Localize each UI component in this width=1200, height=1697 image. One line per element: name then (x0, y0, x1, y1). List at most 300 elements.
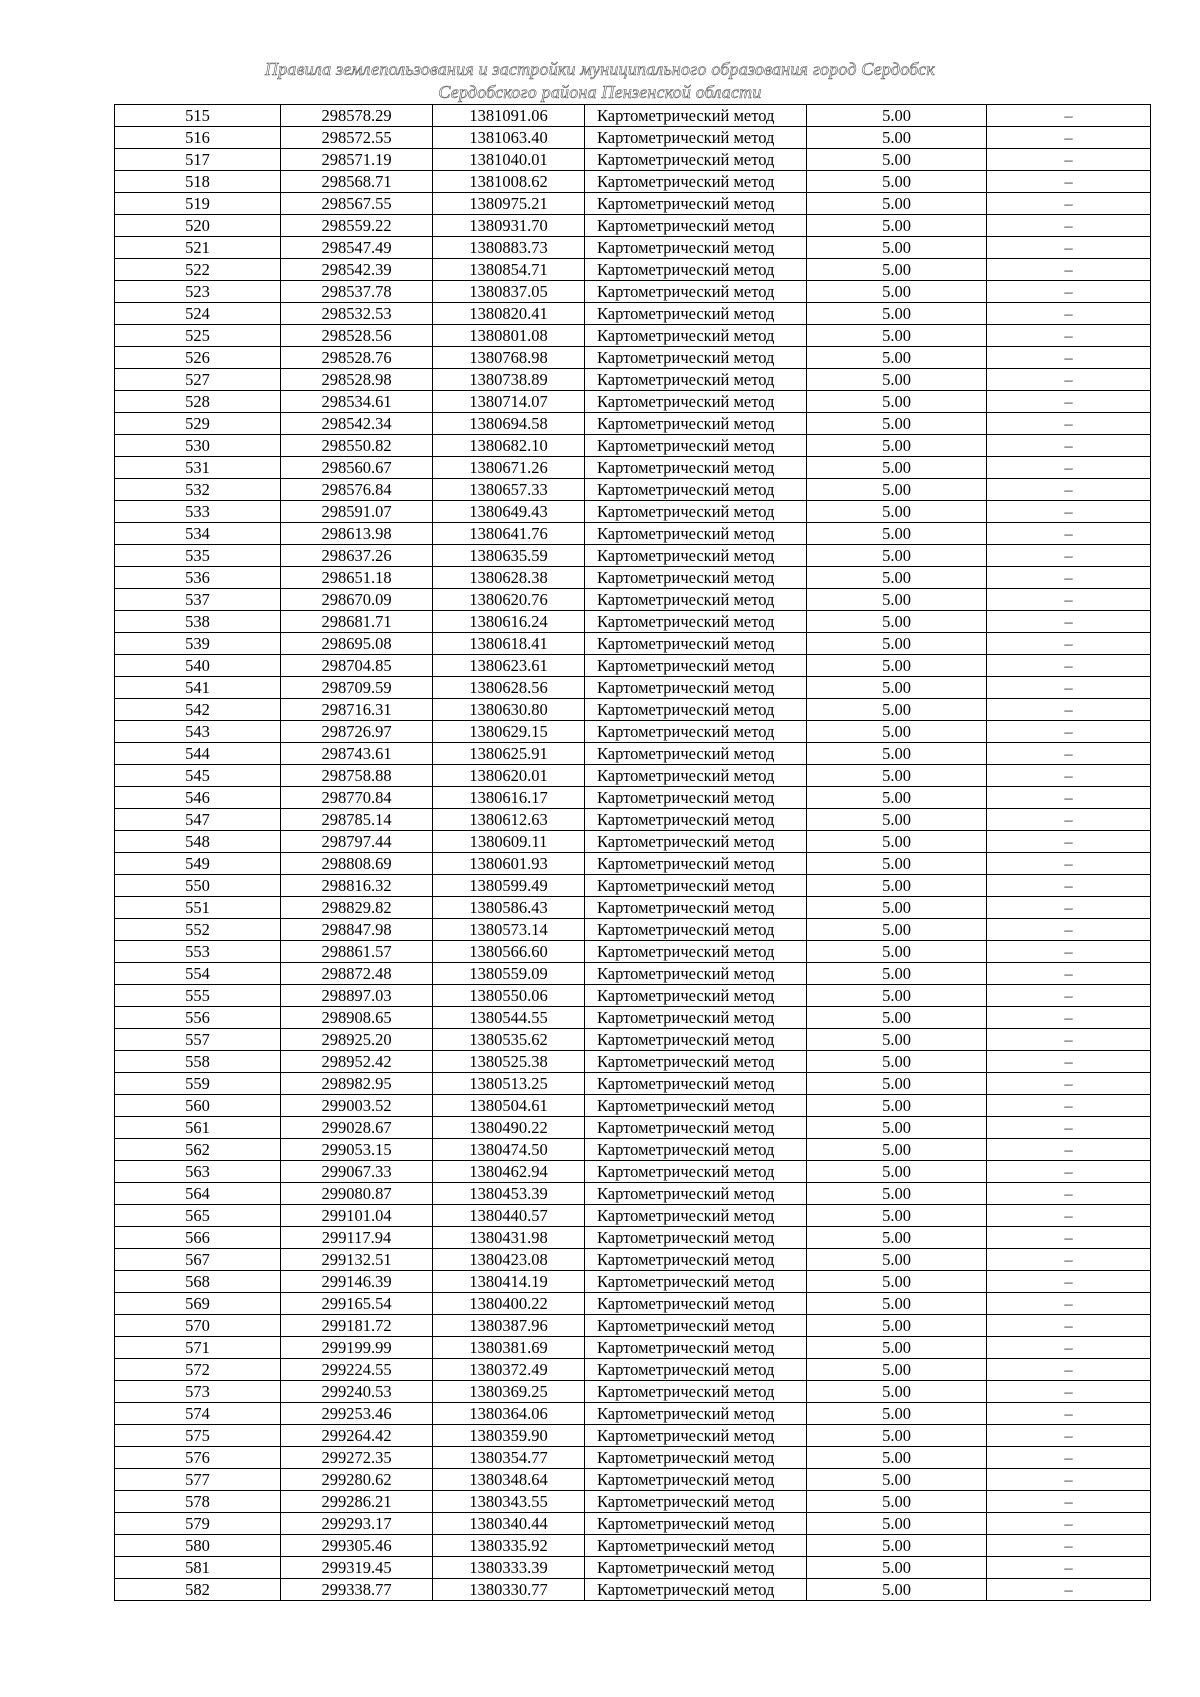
method-cell: Картометрический метод (585, 1249, 807, 1271)
point-number-cell: 540 (115, 655, 281, 677)
y-coordinate-cell: 1380544.55 (433, 1007, 585, 1029)
method-cell: Картометрический метод (585, 875, 807, 897)
y-coordinate-cell: 1380641.76 (433, 523, 585, 545)
note-cell: – (987, 1293, 1151, 1315)
table-row (115, 1051, 1151, 1073)
y-coordinate-cell: 1380628.56 (433, 677, 585, 699)
note-cell: – (987, 1073, 1151, 1095)
accuracy-cell: 5.00 (807, 1293, 987, 1315)
table-row (115, 1029, 1151, 1051)
table-row (115, 809, 1151, 831)
y-coordinate-cell: 1380931.70 (433, 215, 585, 237)
x-coordinate-cell: 299053.15 (281, 1139, 433, 1161)
table-row (115, 501, 1151, 523)
x-coordinate-cell: 298568.71 (281, 171, 433, 193)
point-number-cell: 530 (115, 435, 281, 457)
point-number-cell: 522 (115, 259, 281, 281)
note-cell: – (987, 413, 1151, 435)
note-cell: – (987, 325, 1151, 347)
method-cell: Картометрический метод (585, 655, 807, 677)
header-line-1: Правила землепользования и застройки муниципального образования город Сердобск (265, 59, 935, 79)
note-cell: – (987, 545, 1151, 567)
note-cell: – (987, 193, 1151, 215)
table-row (115, 1469, 1151, 1491)
point-number-cell: 552 (115, 919, 281, 941)
method-cell: Картометрический метод (585, 721, 807, 743)
point-number-cell: 518 (115, 171, 281, 193)
x-coordinate-cell: 298528.76 (281, 347, 433, 369)
note-cell: – (987, 1469, 1151, 1491)
point-number-cell: 574 (115, 1403, 281, 1425)
table-row (115, 721, 1151, 743)
note-cell: – (987, 215, 1151, 237)
y-coordinate-cell: 1380649.43 (433, 501, 585, 523)
point-number-cell: 515 (115, 105, 281, 127)
table-row (115, 413, 1151, 435)
method-cell: Картометрический метод (585, 699, 807, 721)
point-number-cell: 517 (115, 149, 281, 171)
coordinates-table-body (115, 105, 1151, 1601)
x-coordinate-cell: 298591.07 (281, 501, 433, 523)
table-row (115, 765, 1151, 787)
method-cell: Картометрический метод (585, 743, 807, 765)
y-coordinate-cell: 1380975.21 (433, 193, 585, 215)
accuracy-cell: 5.00 (807, 369, 987, 391)
note-cell: – (987, 963, 1151, 985)
table-row (115, 435, 1151, 457)
note-cell: – (987, 1557, 1151, 1579)
table-row (115, 1557, 1151, 1579)
method-cell: Картометрический метод (585, 149, 807, 171)
note-cell: – (987, 743, 1151, 765)
x-coordinate-cell: 299305.46 (281, 1535, 433, 1557)
note-cell: – (987, 1183, 1151, 1205)
y-coordinate-cell: 1380618.41 (433, 633, 585, 655)
table-row (115, 149, 1151, 171)
accuracy-cell: 5.00 (807, 765, 987, 787)
accuracy-cell: 5.00 (807, 259, 987, 281)
accuracy-cell: 5.00 (807, 435, 987, 457)
accuracy-cell: 5.00 (807, 127, 987, 149)
y-coordinate-cell: 1380635.59 (433, 545, 585, 567)
y-coordinate-cell: 1381063.40 (433, 127, 585, 149)
table-row (115, 1095, 1151, 1117)
method-cell: Картометрический метод (585, 523, 807, 545)
y-coordinate-cell: 1380348.64 (433, 1469, 585, 1491)
y-coordinate-cell: 1380671.26 (433, 457, 585, 479)
x-coordinate-cell: 298534.61 (281, 391, 433, 413)
note-cell: – (987, 1579, 1151, 1601)
y-coordinate-cell: 1380453.39 (433, 1183, 585, 1205)
y-coordinate-cell: 1380620.01 (433, 765, 585, 787)
accuracy-cell: 5.00 (807, 1381, 987, 1403)
y-coordinate-cell: 1380768.98 (433, 347, 585, 369)
table-row (115, 1535, 1151, 1557)
y-coordinate-cell: 1380414.19 (433, 1271, 585, 1293)
note-cell: – (987, 1117, 1151, 1139)
point-number-cell: 533 (115, 501, 281, 523)
y-coordinate-cell: 1380364.06 (433, 1403, 585, 1425)
x-coordinate-cell: 299181.72 (281, 1315, 433, 1337)
accuracy-cell: 5.00 (807, 1161, 987, 1183)
method-cell: Картометрический метод (585, 765, 807, 787)
table-row (115, 1403, 1151, 1425)
accuracy-cell: 5.00 (807, 413, 987, 435)
y-coordinate-cell: 1380359.90 (433, 1425, 585, 1447)
note-cell: – (987, 1315, 1151, 1337)
x-coordinate-cell: 298816.32 (281, 875, 433, 897)
y-coordinate-cell: 1380372.49 (433, 1359, 585, 1381)
note-cell: – (987, 391, 1151, 413)
y-coordinate-cell: 1380837.05 (433, 281, 585, 303)
x-coordinate-cell: 298797.44 (281, 831, 433, 853)
method-cell: Картометрический метод (585, 1579, 807, 1601)
accuracy-cell: 5.00 (807, 1205, 987, 1227)
method-cell: Картометрический метод (585, 1095, 807, 1117)
x-coordinate-cell: 298542.39 (281, 259, 433, 281)
point-number-cell: 547 (115, 809, 281, 831)
y-coordinate-cell: 1380616.17 (433, 787, 585, 809)
accuracy-cell: 5.00 (807, 985, 987, 1007)
accuracy-cell: 5.00 (807, 105, 987, 127)
point-number-cell: 573 (115, 1381, 281, 1403)
page-header (0, 58, 1200, 104)
table-row (115, 611, 1151, 633)
x-coordinate-cell: 299286.21 (281, 1491, 433, 1513)
table-row (115, 853, 1151, 875)
note-cell: – (987, 1535, 1151, 1557)
table-row (115, 1447, 1151, 1469)
table-row (115, 1007, 1151, 1029)
point-number-cell: 568 (115, 1271, 281, 1293)
table-row (115, 457, 1151, 479)
y-coordinate-cell: 1380335.92 (433, 1535, 585, 1557)
note-cell: – (987, 281, 1151, 303)
accuracy-cell: 5.00 (807, 611, 987, 633)
accuracy-cell: 5.00 (807, 325, 987, 347)
table-row (115, 545, 1151, 567)
y-coordinate-cell: 1380573.14 (433, 919, 585, 941)
x-coordinate-cell: 298925.20 (281, 1029, 433, 1051)
accuracy-cell: 5.00 (807, 853, 987, 875)
table-row (115, 215, 1151, 237)
method-cell: Картометрический метод (585, 347, 807, 369)
point-number-cell: 526 (115, 347, 281, 369)
accuracy-cell: 5.00 (807, 1425, 987, 1447)
point-number-cell: 546 (115, 787, 281, 809)
method-cell: Картометрический метод (585, 281, 807, 303)
point-number-cell: 520 (115, 215, 281, 237)
accuracy-cell: 5.00 (807, 787, 987, 809)
x-coordinate-cell: 298542.34 (281, 413, 433, 435)
method-cell: Картометрический метод (585, 589, 807, 611)
y-coordinate-cell: 1380801.08 (433, 325, 585, 347)
table-row (115, 105, 1151, 127)
table-row (115, 193, 1151, 215)
accuracy-cell: 5.00 (807, 721, 987, 743)
point-number-cell: 557 (115, 1029, 281, 1051)
table-row (115, 127, 1151, 149)
y-coordinate-cell: 1380490.22 (433, 1117, 585, 1139)
note-cell: – (987, 1249, 1151, 1271)
accuracy-cell: 5.00 (807, 457, 987, 479)
x-coordinate-cell: 299132.51 (281, 1249, 433, 1271)
note-cell: – (987, 1403, 1151, 1425)
table-row (115, 743, 1151, 765)
point-number-cell: 561 (115, 1117, 281, 1139)
note-cell: – (987, 831, 1151, 853)
table-row (115, 1513, 1151, 1535)
accuracy-cell: 5.00 (807, 699, 987, 721)
table-row (115, 237, 1151, 259)
note-cell: – (987, 1447, 1151, 1469)
table-row (115, 369, 1151, 391)
accuracy-cell: 5.00 (807, 589, 987, 611)
table-row (115, 633, 1151, 655)
accuracy-cell: 5.00 (807, 655, 987, 677)
method-cell: Картометрический метод (585, 215, 807, 237)
table-row (115, 589, 1151, 611)
point-number-cell: 549 (115, 853, 281, 875)
x-coordinate-cell: 299101.04 (281, 1205, 433, 1227)
point-number-cell: 566 (115, 1227, 281, 1249)
point-number-cell: 572 (115, 1359, 281, 1381)
table-row (115, 655, 1151, 677)
point-number-cell: 564 (115, 1183, 281, 1205)
x-coordinate-cell: 298559.22 (281, 215, 433, 237)
x-coordinate-cell: 298576.84 (281, 479, 433, 501)
x-coordinate-cell: 299240.53 (281, 1381, 433, 1403)
point-number-cell: 548 (115, 831, 281, 853)
table-row (115, 831, 1151, 853)
x-coordinate-cell: 298709.59 (281, 677, 433, 699)
table-row (115, 171, 1151, 193)
point-number-cell: 556 (115, 1007, 281, 1029)
table-row (115, 303, 1151, 325)
note-cell: – (987, 633, 1151, 655)
table-row (115, 1381, 1151, 1403)
accuracy-cell: 5.00 (807, 809, 987, 831)
note-cell: – (987, 1007, 1151, 1029)
x-coordinate-cell: 298982.95 (281, 1073, 433, 1095)
point-number-cell: 516 (115, 127, 281, 149)
y-coordinate-cell: 1380630.80 (433, 699, 585, 721)
note-cell: – (987, 1359, 1151, 1381)
accuracy-cell: 5.00 (807, 149, 987, 171)
x-coordinate-cell: 298637.26 (281, 545, 433, 567)
method-cell: Картометрический метод (585, 963, 807, 985)
point-number-cell: 576 (115, 1447, 281, 1469)
note-cell: – (987, 1491, 1151, 1513)
method-cell: Картометрический метод (585, 1161, 807, 1183)
point-number-cell: 539 (115, 633, 281, 655)
y-coordinate-cell: 1380381.69 (433, 1337, 585, 1359)
accuracy-cell: 5.00 (807, 743, 987, 765)
accuracy-cell: 5.00 (807, 171, 987, 193)
x-coordinate-cell: 299253.46 (281, 1403, 433, 1425)
y-coordinate-cell: 1380354.77 (433, 1447, 585, 1469)
note-cell: – (987, 589, 1151, 611)
table-row (115, 1315, 1151, 1337)
accuracy-cell: 5.00 (807, 677, 987, 699)
method-cell: Картометрический метод (585, 831, 807, 853)
note-cell: – (987, 677, 1151, 699)
method-cell: Картометрический метод (585, 1293, 807, 1315)
note-cell: – (987, 1337, 1151, 1359)
accuracy-cell: 5.00 (807, 479, 987, 501)
table-row (115, 919, 1151, 941)
accuracy-cell: 5.00 (807, 1557, 987, 1579)
method-cell: Картометрический метод (585, 1447, 807, 1469)
x-coordinate-cell: 299080.87 (281, 1183, 433, 1205)
note-cell: – (987, 853, 1151, 875)
y-coordinate-cell: 1380566.60 (433, 941, 585, 963)
accuracy-cell: 5.00 (807, 391, 987, 413)
y-coordinate-cell: 1381008.62 (433, 171, 585, 193)
method-cell: Картометрический метод (585, 1469, 807, 1491)
point-number-cell: 544 (115, 743, 281, 765)
table-row (115, 1337, 1151, 1359)
point-number-cell: 541 (115, 677, 281, 699)
point-number-cell: 581 (115, 1557, 281, 1579)
method-cell: Картометрический метод (585, 919, 807, 941)
x-coordinate-cell: 298550.82 (281, 435, 433, 457)
note-cell: – (987, 1029, 1151, 1051)
method-cell: Картометрический метод (585, 457, 807, 479)
note-cell: – (987, 105, 1151, 127)
y-coordinate-cell: 1381091.06 (433, 105, 585, 127)
method-cell: Картометрический метод (585, 391, 807, 413)
point-number-cell: 558 (115, 1051, 281, 1073)
x-coordinate-cell: 298743.61 (281, 743, 433, 765)
note-cell: – (987, 655, 1151, 677)
method-cell: Картометрический метод (585, 259, 807, 281)
method-cell: Картометрический метод (585, 1227, 807, 1249)
x-coordinate-cell: 298537.78 (281, 281, 433, 303)
x-coordinate-cell: 298770.84 (281, 787, 433, 809)
note-cell: – (987, 479, 1151, 501)
accuracy-cell: 5.00 (807, 1139, 987, 1161)
accuracy-cell: 5.00 (807, 1029, 987, 1051)
table-row (115, 1293, 1151, 1315)
note-cell: – (987, 347, 1151, 369)
header-line-2: Сердобского района Пензенской области (438, 82, 762, 102)
x-coordinate-cell: 298670.09 (281, 589, 433, 611)
point-number-cell: 559 (115, 1073, 281, 1095)
y-coordinate-cell: 1380601.93 (433, 853, 585, 875)
table-row (115, 1161, 1151, 1183)
table-row (115, 941, 1151, 963)
method-cell: Картометрический метод (585, 1007, 807, 1029)
x-coordinate-cell: 298578.29 (281, 105, 433, 127)
accuracy-cell: 5.00 (807, 1403, 987, 1425)
accuracy-cell: 5.00 (807, 237, 987, 259)
accuracy-cell: 5.00 (807, 1095, 987, 1117)
point-number-cell: 577 (115, 1469, 281, 1491)
y-coordinate-cell: 1380504.61 (433, 1095, 585, 1117)
table-row (115, 1491, 1151, 1513)
point-number-cell: 519 (115, 193, 281, 215)
point-number-cell: 527 (115, 369, 281, 391)
point-number-cell: 532 (115, 479, 281, 501)
table-row (115, 1249, 1151, 1271)
note-cell: – (987, 1381, 1151, 1403)
note-cell: – (987, 1227, 1151, 1249)
x-coordinate-cell: 299146.39 (281, 1271, 433, 1293)
method-cell: Картометрический метод (585, 1271, 807, 1293)
x-coordinate-cell: 298547.49 (281, 237, 433, 259)
x-coordinate-cell: 298829.82 (281, 897, 433, 919)
x-coordinate-cell: 298785.14 (281, 809, 433, 831)
point-number-cell: 524 (115, 303, 281, 325)
x-coordinate-cell: 299338.77 (281, 1579, 433, 1601)
accuracy-cell: 5.00 (807, 919, 987, 941)
point-number-cell: 538 (115, 611, 281, 633)
y-coordinate-cell: 1380694.58 (433, 413, 585, 435)
x-coordinate-cell: 298897.03 (281, 985, 433, 1007)
accuracy-cell: 5.00 (807, 281, 987, 303)
point-number-cell: 545 (115, 765, 281, 787)
x-coordinate-cell: 298716.31 (281, 699, 433, 721)
accuracy-cell: 5.00 (807, 875, 987, 897)
table-row (115, 1073, 1151, 1095)
x-coordinate-cell: 299003.52 (281, 1095, 433, 1117)
table-row (115, 259, 1151, 281)
table-row (115, 875, 1151, 897)
point-number-cell: 567 (115, 1249, 281, 1271)
note-cell: – (987, 1425, 1151, 1447)
y-coordinate-cell: 1380559.09 (433, 963, 585, 985)
point-number-cell: 580 (115, 1535, 281, 1557)
table-row (115, 325, 1151, 347)
x-coordinate-cell: 299165.54 (281, 1293, 433, 1315)
y-coordinate-cell: 1380513.25 (433, 1073, 585, 1095)
x-coordinate-cell: 298872.48 (281, 963, 433, 985)
x-coordinate-cell: 298847.98 (281, 919, 433, 941)
x-coordinate-cell: 299264.42 (281, 1425, 433, 1447)
point-number-cell: 542 (115, 699, 281, 721)
accuracy-cell: 5.00 (807, 215, 987, 237)
accuracy-cell: 5.00 (807, 1337, 987, 1359)
accuracy-cell: 5.00 (807, 1315, 987, 1337)
x-coordinate-cell: 298567.55 (281, 193, 433, 215)
note-cell: – (987, 1513, 1151, 1535)
table-row (115, 1579, 1151, 1601)
point-number-cell: 563 (115, 1161, 281, 1183)
note-cell: – (987, 875, 1151, 897)
accuracy-cell: 5.00 (807, 1447, 987, 1469)
point-number-cell: 551 (115, 897, 281, 919)
point-number-cell: 555 (115, 985, 281, 1007)
y-coordinate-cell: 1380440.57 (433, 1205, 585, 1227)
point-number-cell: 579 (115, 1513, 281, 1535)
method-cell: Картометрический метод (585, 985, 807, 1007)
note-cell: – (987, 941, 1151, 963)
accuracy-cell: 5.00 (807, 1117, 987, 1139)
method-cell: Картометрический метод (585, 479, 807, 501)
accuracy-cell: 5.00 (807, 1227, 987, 1249)
y-coordinate-cell: 1380423.08 (433, 1249, 585, 1271)
accuracy-cell: 5.00 (807, 303, 987, 325)
method-cell: Картометрический метод (585, 853, 807, 875)
note-cell: – (987, 501, 1151, 523)
table-row (115, 523, 1151, 545)
point-number-cell: 575 (115, 1425, 281, 1447)
accuracy-cell: 5.00 (807, 633, 987, 655)
x-coordinate-cell: 298726.97 (281, 721, 433, 743)
point-number-cell: 554 (115, 963, 281, 985)
y-coordinate-cell: 1380400.22 (433, 1293, 585, 1315)
